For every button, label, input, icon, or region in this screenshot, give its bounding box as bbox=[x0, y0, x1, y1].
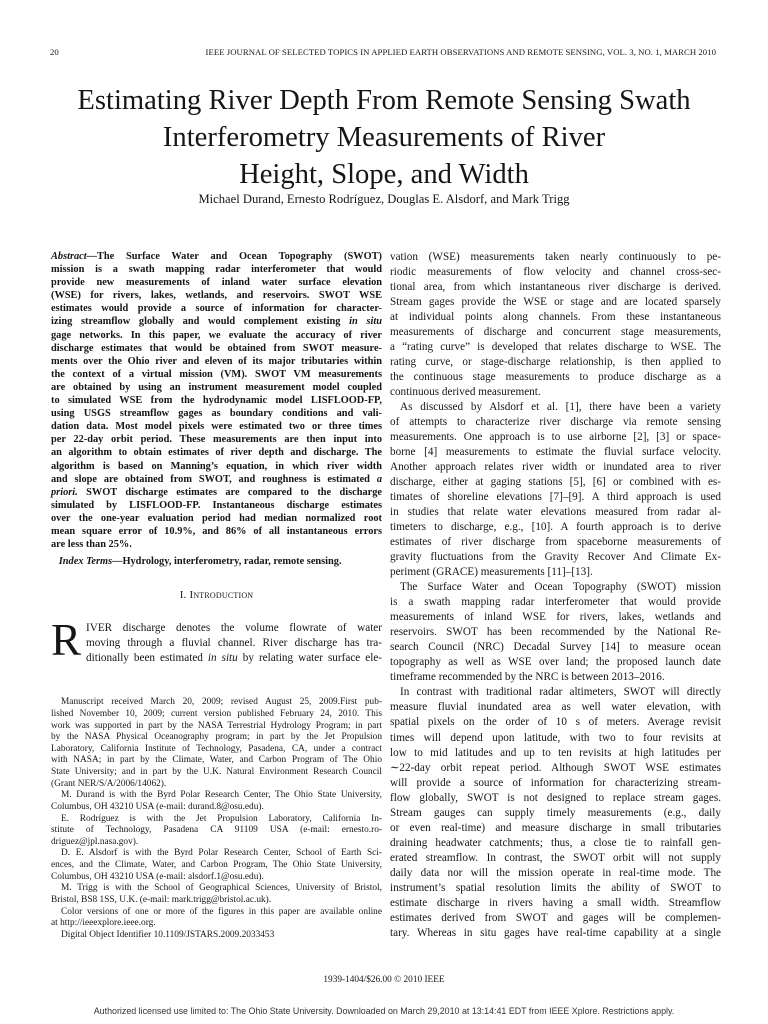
body-line: estimate discharge in rivers having a small width. Streamflow bbox=[390, 896, 721, 909]
abstract-label: Abstract bbox=[51, 251, 87, 262]
footnote-line: (Grant NER/S/A/2006/14062). bbox=[51, 778, 167, 789]
footnote-line: driguez@jpl.nasa.gov). bbox=[51, 836, 139, 847]
footnotes bbox=[51, 697, 382, 941]
body-line: In contrast with traditional radar altimeters, SWOT will directly bbox=[400, 686, 721, 699]
abstract-line: izing streamflow globally and would complement existing in situ bbox=[51, 316, 382, 328]
body-line: will provide a source of information for characterizing stream- bbox=[390, 776, 721, 789]
body-line: periment (GRACE) measurements [11]–[13]. bbox=[390, 566, 593, 579]
footnote-line: Color versions of one or more of the figures in this paper are available online bbox=[61, 906, 382, 917]
footnote-line: Laboratory, California Institute of Technology, Pasadena, CA, under a contract bbox=[51, 743, 382, 754]
body-line: a “rating curve” is developed that relates discharge to WSE. The bbox=[390, 341, 721, 354]
body-line: Stream gages provide the WSE or stage and are located sparsely bbox=[390, 296, 721, 309]
abstract-line: and slope are obtained from SWOT, and roughness is estimated a bbox=[51, 473, 382, 485]
abstract-line: priori. SWOT discharge estimates are compared to the discharge bbox=[51, 486, 382, 498]
author-list: Michael Durand, Ernesto Rodríguez, Douglas E. Alsdorf, and Mark Trigg bbox=[198, 192, 570, 206]
left-column bbox=[51, 250, 382, 941]
body-line: gravity fluctuations from the Gravity Recover And Climate Ex- bbox=[390, 551, 721, 564]
index-terms: Index Terms—Hydrology, interferometry, radar, remote sensing. bbox=[58, 556, 342, 568]
body-line: measurements. One approach is to use airborne [2], [3] or space- bbox=[390, 431, 721, 444]
footnote-line: lished November 10, 2009; current version published February 24, 2010. This bbox=[51, 708, 382, 719]
footnote bbox=[51, 930, 382, 942]
body-line: borne [4] measurements to estimate the fluvial surface velocity. bbox=[390, 446, 721, 459]
body-line: search Council (NRC) Decadal Survey [14] to measure ocean bbox=[390, 641, 721, 654]
body-line: of attempts to characterize river discharge via remote sensing bbox=[390, 416, 721, 429]
footnote-line: D. E. Alsdorf is with the Byrd Polar Research Center, School of Earth Sci- bbox=[61, 848, 382, 859]
abstract-line: dation data. Most model pixels were estimated two or three times bbox=[51, 421, 382, 433]
footnote bbox=[51, 814, 382, 849]
body-line: discharge, either at gaging stations [5], [6] or combined with es- bbox=[390, 476, 721, 489]
body-paragraph bbox=[390, 580, 721, 685]
body-line: timates of shoreline elevations [7]–[9]. A third approach is used bbox=[390, 491, 721, 504]
abstract-line: are obtained by using an instrument measurement model coupled bbox=[51, 381, 382, 393]
title-line: Height, Slope, and Width bbox=[239, 159, 529, 190]
body-line: the continuous stage measurements to produce discharge as a bbox=[390, 371, 721, 384]
body-line: As discussed by Alsdorf et al. [1], there have been a variety bbox=[400, 401, 721, 414]
abstract-line: algorithm is based on Manning’s equation, in which river width bbox=[51, 460, 382, 472]
body-line: topography as well as WSE over land; the proposed launch date bbox=[390, 656, 721, 669]
intro-paragraph bbox=[51, 615, 383, 666]
body-line: flow globally, SWOT is not designed to replace stream gages. bbox=[390, 791, 721, 804]
body-line: tary. Whereas in situ gages have real-time capability at a single bbox=[390, 926, 721, 939]
abstract-line: mean square error of 10.9%, and 86% of all instantaneous errors bbox=[51, 525, 382, 537]
footnote-line: Digital Object Identifier 10.1109/JSTARS.2009.2033453 bbox=[61, 929, 275, 940]
abstract-line: an algorithm to obtain estimates of river depth and discharge. The bbox=[51, 447, 382, 459]
footnote bbox=[51, 848, 382, 883]
body-line: in studies that relate water elevations measured from radar al- bbox=[390, 506, 721, 519]
body-line: draining headwater catchments; thus, a close tie to rainfall gen- bbox=[390, 836, 721, 849]
body-paragraph bbox=[390, 685, 721, 940]
abstract-line: over the one-year evaluation period had median normalized root bbox=[51, 512, 382, 524]
body-line: vation (WSE) measurements taken nearly continuously to pe- bbox=[390, 251, 721, 263]
footnote-line: Columbus, OH 43210 USA (e-mail: durand.8@osu.edu). bbox=[51, 801, 264, 812]
body-line: ditionally been estimated in situ by relating water surface ele- bbox=[86, 652, 383, 665]
footnote-line: Columbus, OH 43210 USA (e-mail: alsdorf.1@osu.edu). bbox=[51, 871, 264, 882]
body-paragraph bbox=[390, 250, 721, 400]
footnote-line: by the NASA Physical Oceanography program; in part by the Jet Propulsion bbox=[51, 732, 382, 743]
abstract-line: provide new measurements of inland water surface elevation bbox=[51, 277, 382, 289]
body-line: estimates derived from SWOT and gages will be complemen- bbox=[390, 911, 721, 924]
abstract-line: mission is a swath mapping radar interferometer that would bbox=[51, 264, 382, 276]
body-line: or even real-time) and measure discharge in small tributaries bbox=[390, 821, 721, 834]
page-number: 20 bbox=[50, 47, 59, 57]
body-line: moving through a fluvial channel. River discharge has tra- bbox=[86, 637, 382, 650]
abstract-line: discharge estimates that would be obtained from SWOT measure- bbox=[51, 342, 382, 354]
footnote-line: M. Trigg is with the School of Geographical Sciences, University of Bristol, bbox=[61, 883, 382, 894]
body-line: continuous derived measurement. bbox=[390, 386, 541, 399]
footnote bbox=[51, 883, 382, 906]
footnote-line: ences, and the Climate, Water, and Carbon Program, The Ohio State University, bbox=[51, 860, 382, 871]
body-line: IVER discharge denotes the volume flowrate of water bbox=[86, 622, 382, 635]
body-line: rating curve, or stage-discharge relationship, is then applied to bbox=[390, 356, 721, 369]
copyright-line: 1939-1404/$26.00 © 2010 IEEE bbox=[323, 975, 445, 985]
section-heading: I. Introduction bbox=[179, 589, 254, 602]
abstract-line: simulated by LISFLOOD-FP. Instantaneous discharge estimates bbox=[51, 499, 382, 511]
title-line: Interferometry Measurements of River bbox=[162, 122, 606, 153]
body-line: low to mid latitudes and up to ten revisits at high latitudes per bbox=[390, 746, 721, 759]
body-line: measurements of inland WSE for rivers, lakes, wetlands and bbox=[390, 611, 721, 624]
paper-title bbox=[40, 82, 728, 193]
footnote-line: Manuscript received March 20, 2009; revised August 25, 2009.First pub- bbox=[61, 697, 382, 708]
footnote-line: stitute of Technology, Pasadena CA 91109 USA (e-mail: ernesto.ro- bbox=[51, 825, 382, 836]
footnote-line: E. Rodríguez is with the Jet Propulsion Laboratory, California In- bbox=[61, 813, 382, 824]
body-line: measurements of discharge and concurrent stage measurements, bbox=[390, 326, 721, 339]
abstract-line: Abstract—The Surface Water and Ocean Topography (SWOT) bbox=[51, 251, 382, 262]
body-line: Another approach relates river width or inundated area to river bbox=[390, 461, 721, 474]
abstract-line: (WSE) for rivers, lakes, wetlands, and reservoirs. SWOT WSE bbox=[51, 290, 382, 302]
body-line: timeters to discharge, e.g., [10]. A fourth approach is to derive bbox=[390, 521, 721, 534]
abstract-line: gage networks. In this paper, we evaluate the accuracy of river bbox=[51, 329, 382, 341]
footnote-line: with NASA; in part by the Climate, Water, and Carbon Program of The Ohio bbox=[51, 755, 382, 766]
right-column bbox=[390, 250, 721, 941]
body-line: at individual points along channels. From these instantaneous bbox=[390, 311, 721, 324]
body-line: is a swath mapping radar interferometer that would provide bbox=[390, 596, 721, 609]
journal-header: IEEE JOURNAL OF SELECTED TOPICS IN APPLIED EARTH OBSERVATIONS AND REMOTE SENSING, VOL. 3, NO. 1, MARCH 2010 bbox=[205, 47, 716, 57]
footnote-line: Bristol, BS8 1SS, U.K. (e-mail: mark.trigg@bristol.ac.uk). bbox=[51, 894, 272, 905]
drop-cap: R bbox=[51, 615, 82, 666]
abstract-line: per 22-day orbit period. These measurements are then input into bbox=[51, 434, 382, 446]
title-line: Estimating River Depth From Remote Sensing Swath bbox=[77, 85, 691, 116]
index-terms-label: Index Terms bbox=[58, 556, 113, 568]
abstract-line: using USGS streamflow gages as boundary conditions and vali- bbox=[51, 408, 382, 420]
footnote bbox=[51, 697, 382, 790]
body-line: The Surface Water and Ocean Topography (SWOT) mission bbox=[400, 581, 721, 594]
abstract bbox=[51, 250, 382, 551]
abstract-line: ments over the Ohio river and eleven of its major tributaries within bbox=[51, 355, 382, 367]
abstract-line: the context of a virtual mission (VM). SWOT VM measurements bbox=[51, 368, 382, 380]
body-line: riodic measurements of flow velocity and channel cross-sec- bbox=[390, 266, 721, 279]
body-line: ∼22-day orbit repeat period. Although SWOT WSE estimates bbox=[390, 761, 721, 774]
body-line: instrument’s spatial resolution limits the ability of SWOT to bbox=[390, 881, 721, 894]
body-line: spatial pixels on the order of 10 s of meters. Average revisit bbox=[390, 716, 721, 729]
body-line: times will depend upon latitude, with two to four revisits at bbox=[390, 731, 721, 744]
footnote-line: at http://ieeexplore.ieee.org. bbox=[51, 918, 156, 929]
body-line: estimates of river discharge from spaceborne measurements of bbox=[390, 536, 721, 549]
abstract-line: are less than 25%. bbox=[51, 539, 132, 551]
footnote-line: M. Durand is with the Byrd Polar Research Center, The Ohio State University, bbox=[61, 790, 382, 801]
body-paragraph bbox=[390, 400, 721, 580]
body-line: tional area, from which instantaneous river discharge is derived. bbox=[390, 281, 721, 294]
abstract-line: to simulated WSE from the hydrodynamic model LISFLOOD-FP, bbox=[51, 395, 382, 407]
body-line: measure fluvial inundated area as well water elevation, with bbox=[390, 701, 721, 714]
body-line: erated streamflow. In contrast, the SWOT orbit will not supply bbox=[390, 851, 721, 864]
body-line: daily data nor will the mission operate in real-time mode. The bbox=[390, 866, 721, 879]
body-line: Stream gauges can supply timely measurements (e.g., daily bbox=[390, 806, 721, 819]
authorized-use-notice: Authorized licensed use limited to: The Ohio State University. Downloaded on March 29,2010 at 13:14:41 EDT from IEEE Xplore. Restrictions apply. bbox=[93, 1006, 675, 1016]
footnote bbox=[51, 790, 382, 813]
body-line: reservoirs. SWOT has been recommended by the National Re- bbox=[390, 626, 721, 639]
footnote-line: work was supported in part by the NASA Terrestrial Hydrology Program; in part bbox=[51, 720, 382, 731]
footnote bbox=[51, 907, 382, 930]
body-line: timeframe recommended by the NRC is between 2013–2016. bbox=[390, 671, 665, 684]
abstract-line: estimates would provide a source of information for character- bbox=[51, 303, 382, 315]
footnote-line: State University; and in part by the U.K. Natural Environment Research Council bbox=[51, 767, 382, 778]
